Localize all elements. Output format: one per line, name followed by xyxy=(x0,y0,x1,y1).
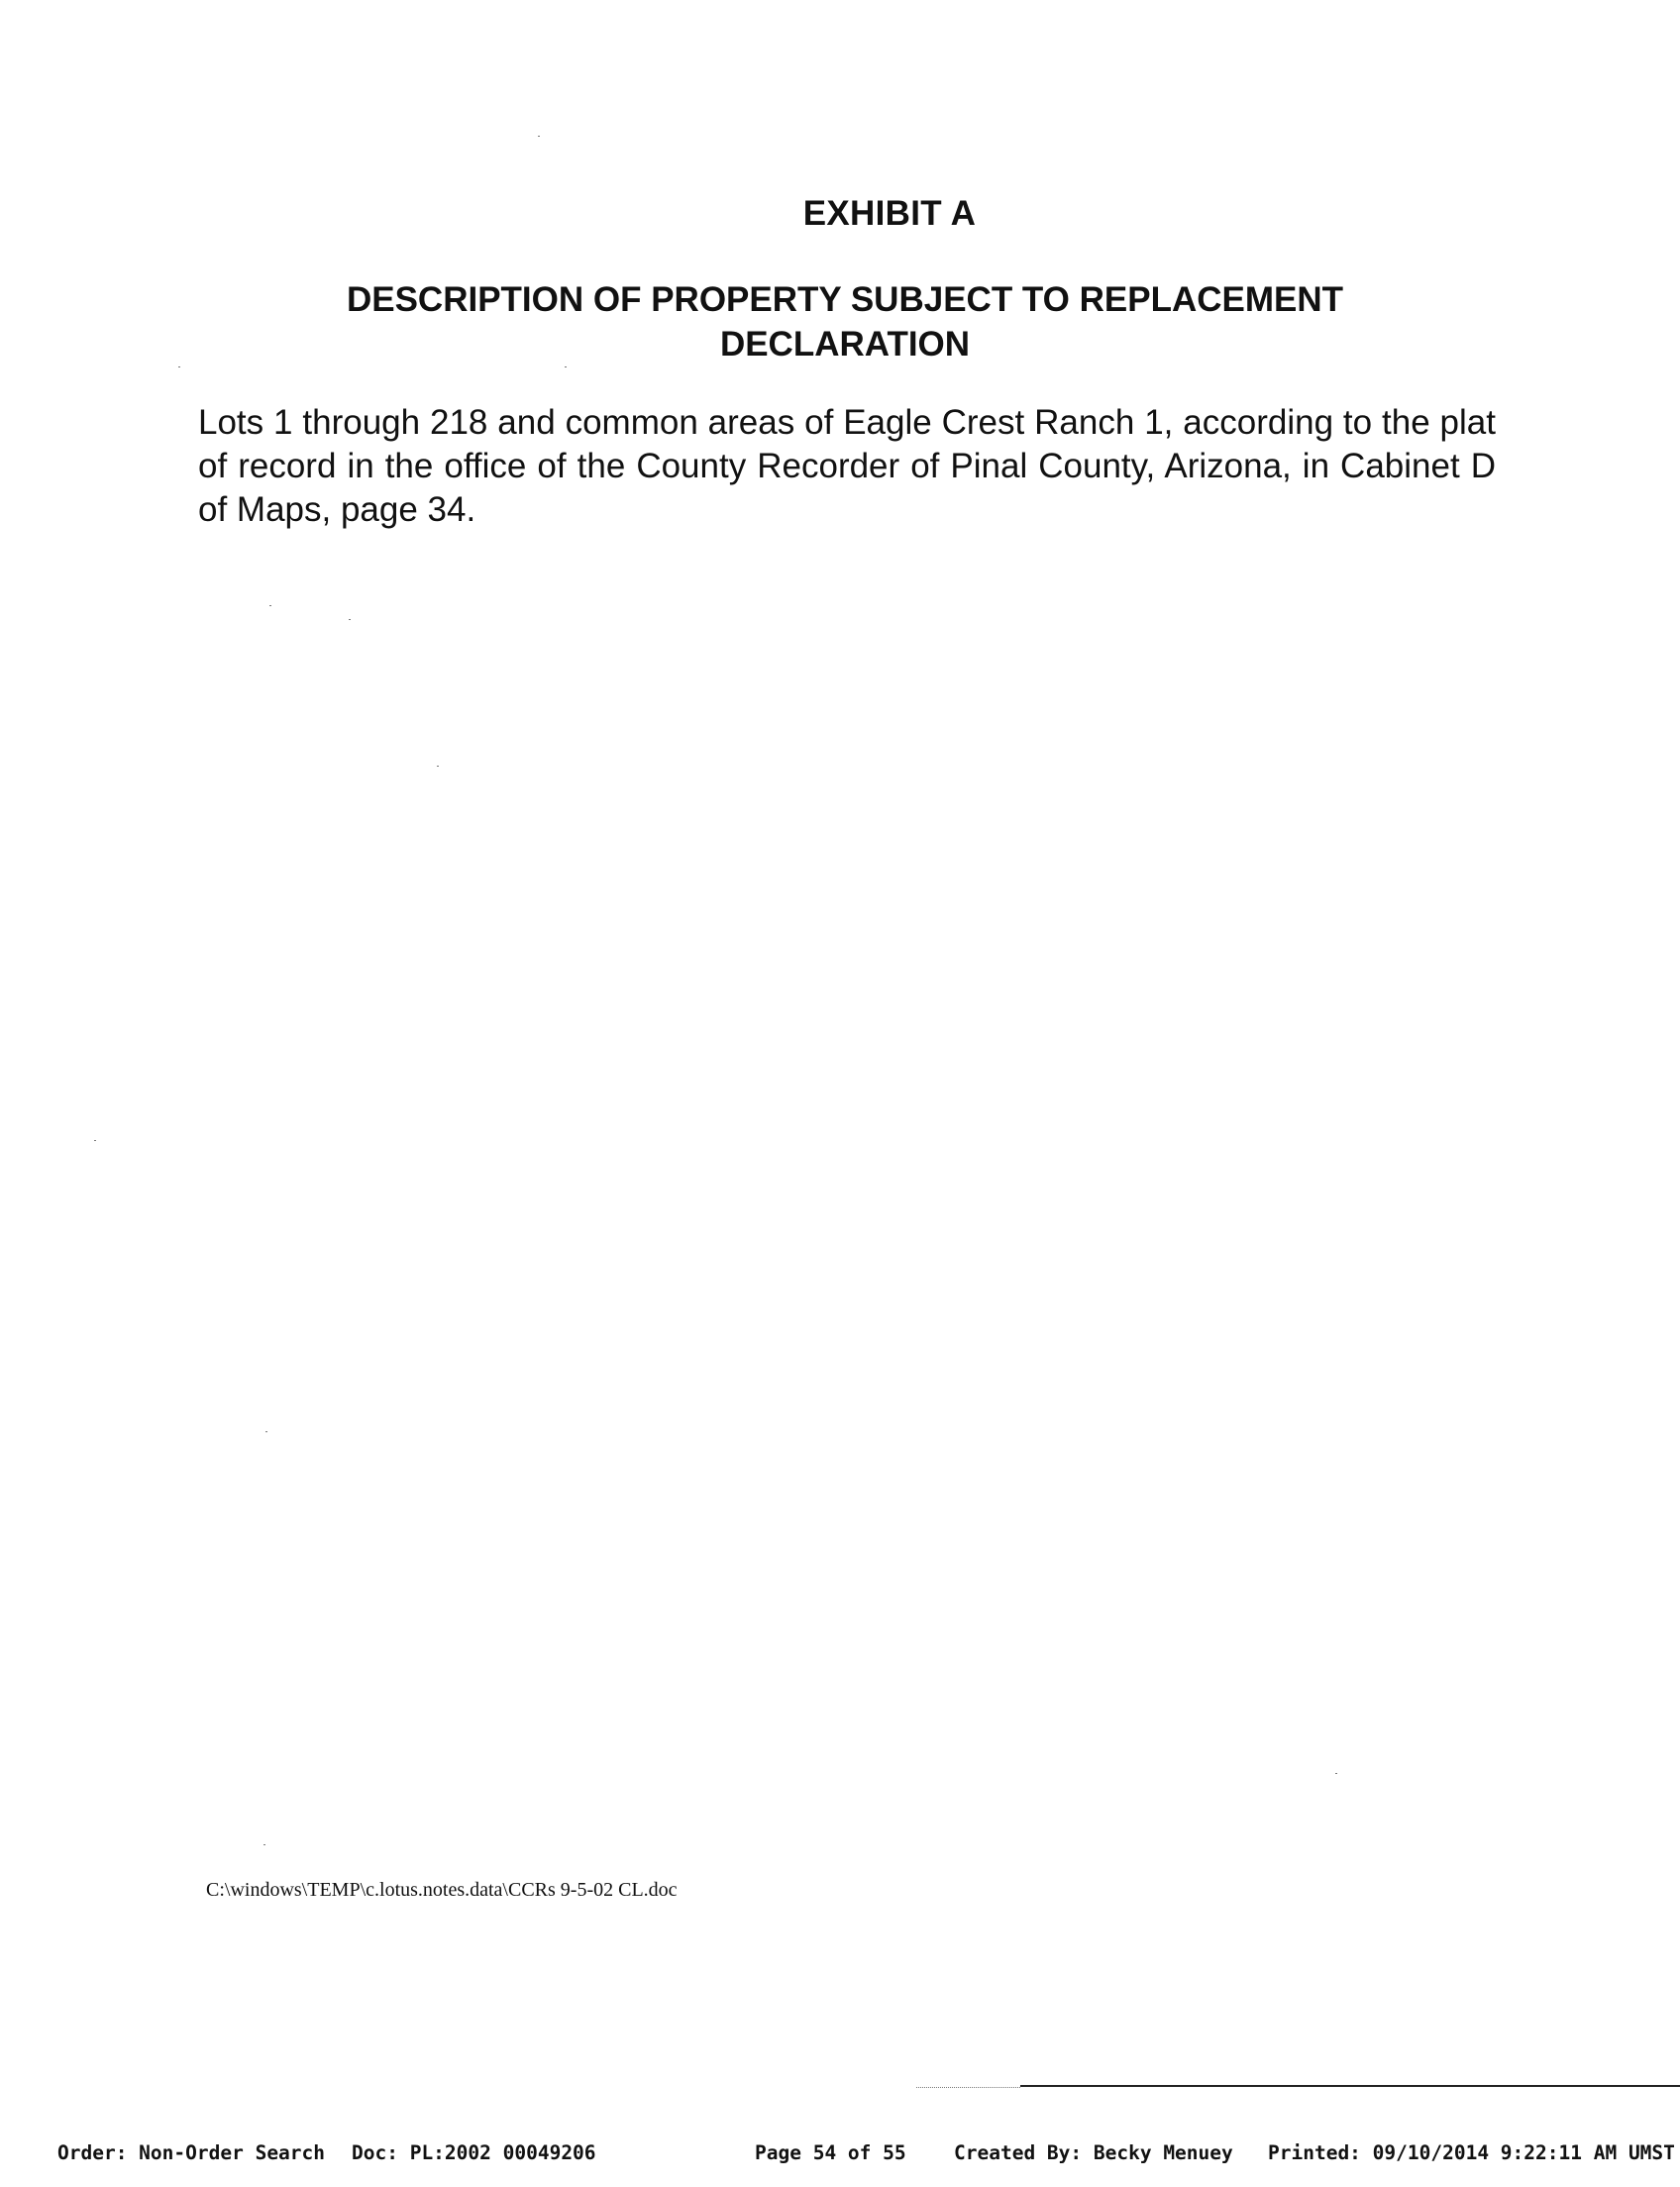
property-description: Lots 1 through 218 and common areas of Eagle Crest Ranch 1, according to the plat of record in the office of the County Recorder of Pinal County, Arizona, in Cabinet D of Maps, page 34. xyxy=(198,403,1496,529)
scan-speck xyxy=(94,1140,96,1141)
scan-speck xyxy=(263,1844,265,1845)
footer-order: Order: Non-Order Search xyxy=(57,2141,326,2164)
scan-speck xyxy=(178,366,180,367)
exhibit-title: EXHIBIT A xyxy=(802,194,977,233)
footer-rule xyxy=(1020,2085,1680,2087)
section-heading-line-2: DECLARATION xyxy=(719,325,971,364)
footer-doc-number: Doc: PL:2002 00049206 xyxy=(352,2141,596,2164)
section-heading-line-1: DESCRIPTION OF PROPERTY SUBJECT TO REPLACEMENT xyxy=(346,280,1344,319)
footer-rule-dotted xyxy=(916,2087,1020,2088)
print-footer xyxy=(57,2141,1680,2171)
scan-speck xyxy=(349,619,351,620)
scan-speck xyxy=(437,766,439,767)
scan-speck xyxy=(269,605,271,606)
scan-speck xyxy=(565,366,567,367)
footer-created-by: Created By: Becky Menuey xyxy=(954,2141,1233,2164)
source-file-path: C:\windows\TEMP\c.lotus.notes.data\CCRs 9-5-02 CL.doc xyxy=(206,1879,678,1901)
scan-speck xyxy=(538,136,540,137)
footer-printed: Printed: 09/10/2014 9:22:11 AM UMST xyxy=(1268,2141,1675,2164)
scan-speck xyxy=(265,1431,267,1432)
scan-speck xyxy=(1335,1773,1337,1774)
footer-page-number: Page 54 of 55 xyxy=(755,2141,906,2164)
section-heading xyxy=(267,277,1422,366)
